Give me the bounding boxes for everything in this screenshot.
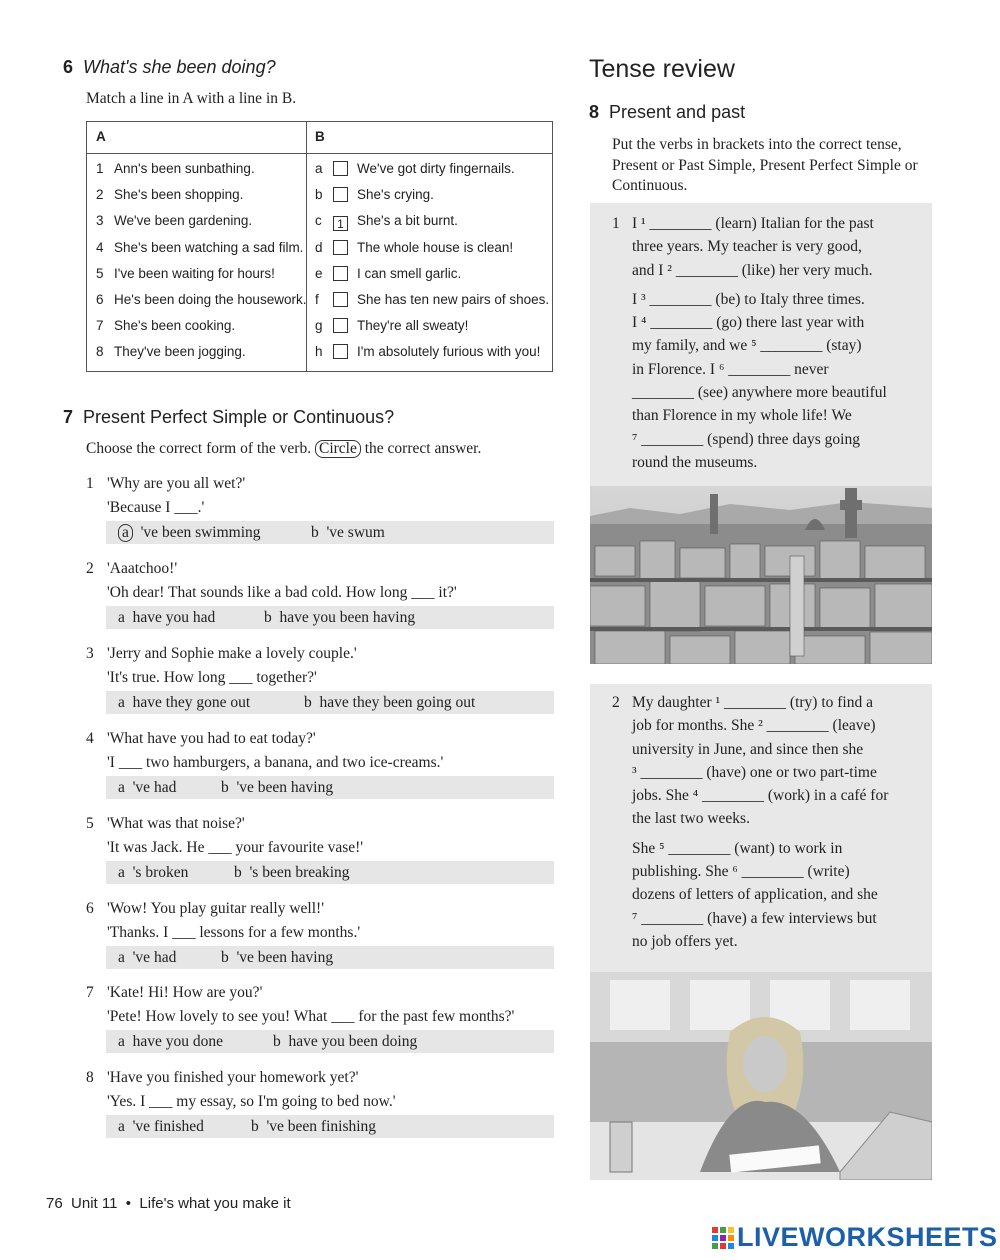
match-item-b	[315, 344, 540, 366]
option-a[interactable]	[118, 946, 176, 969]
item-letter: e	[315, 265, 323, 281]
question-line-2: 'Pete! How lovely to see you! What ___ for the past few months?'	[107, 1008, 515, 1026]
text-line: publishing. She ⁶ ________ (write)	[632, 863, 850, 881]
text1-number: 1	[612, 215, 620, 232]
page-footer	[46, 1195, 291, 1212]
item-text: They've been jogging.	[114, 344, 246, 360]
item-letter: f	[315, 292, 319, 307]
text-line: ⁷ ________ (have) a few interviews but	[632, 909, 877, 927]
option-letter-circled: a	[118, 524, 133, 542]
option-text: 've had	[132, 948, 177, 966]
option-b[interactable]	[273, 1030, 417, 1053]
item-letter: a	[315, 161, 323, 176]
col-a-header: A	[96, 129, 106, 144]
question-number: 1	[86, 475, 94, 492]
item-text: Ann's been sunbathing.	[114, 161, 255, 176]
option-text: have you been having	[279, 608, 416, 626]
ex8-heading	[589, 102, 745, 123]
text-line: I ⁴ ________ (go) there last year with	[632, 314, 865, 332]
item-letter: d	[315, 239, 323, 255]
woman-writing-illustration	[590, 972, 932, 1180]
option-letter: a	[118, 1033, 125, 1051]
match-item-b	[315, 161, 515, 183]
ex7-number: 7	[63, 407, 74, 427]
unit-title: Life's what you make it	[139, 1195, 291, 1212]
item-number: 2	[96, 187, 104, 203]
answer-options	[106, 861, 554, 884]
liveworksheets-logo	[712, 1222, 998, 1253]
question-item	[86, 1066, 396, 1114]
option-letter: b	[311, 524, 319, 541]
question-line-2: 'Oh dear! That sounds like a bad cold. How long ___ it?'	[107, 583, 457, 601]
match-item-a	[96, 161, 255, 183]
text-line: in Florence. I ⁶ ________ never	[632, 360, 829, 378]
answer-box[interactable]	[333, 187, 348, 202]
florence-photo	[590, 486, 932, 664]
option-letter: a	[118, 608, 125, 626]
option-a[interactable]	[118, 776, 176, 799]
question-line-2: 'Thanks. I ___ lessons for a few months.'	[107, 923, 361, 941]
col-b-header: B	[315, 129, 325, 144]
answer-box[interactable]	[333, 161, 348, 176]
ex8-title: Present and past	[609, 102, 746, 122]
option-b[interactable]	[304, 691, 475, 714]
text-line: ________ (see) anywhere more beautiful	[632, 384, 887, 402]
answer-box[interactable]	[333, 240, 348, 255]
option-text: 've finished	[132, 1118, 204, 1136]
question-line-1: 'Jerry and Sophie make a lovely couple.'	[107, 644, 357, 662]
match-item-b	[315, 213, 458, 235]
text-line: university in June, and since then she	[632, 740, 864, 758]
question-item	[86, 812, 363, 860]
text-line: ³ ________ (have) one or two part-time	[632, 763, 877, 781]
option-letter: a	[118, 693, 125, 711]
question-item	[86, 642, 357, 690]
item-text: She's crying.	[357, 187, 434, 203]
circle-word: Circle	[315, 440, 361, 458]
ex6-title: What's she been doing?	[83, 57, 276, 77]
question-line-2: 'I ___ two hamburgers, a banana, and two ice-creams.'	[107, 753, 444, 771]
unit-label: Unit 11	[71, 1195, 118, 1212]
answer-options	[106, 691, 554, 714]
question-line-2: 'Because I ___.'	[107, 499, 205, 516]
option-a[interactable]	[118, 521, 261, 544]
option-a[interactable]	[118, 861, 188, 884]
option-letter: b	[221, 948, 229, 966]
question-line-2: 'It's true. How long ___ together?'	[107, 668, 317, 686]
question-line-1: 'Have you finished your homework yet?'	[107, 1069, 359, 1087]
question-item	[86, 897, 360, 945]
option-letter: a	[118, 948, 125, 966]
question-item	[86, 981, 514, 1029]
answer-box[interactable]	[333, 344, 348, 359]
text2-body	[632, 691, 932, 953]
ex8-number: 8	[589, 102, 600, 122]
option-letter: b	[264, 608, 272, 626]
match-item-b	[315, 292, 549, 314]
option-letter: b	[304, 693, 312, 711]
item-letter: b	[315, 187, 323, 203]
option-letter: b	[273, 1033, 281, 1051]
tense-review-heading: Tense review	[589, 55, 735, 83]
match-item-a	[96, 266, 275, 288]
question-line-2: 'Yes. I ___ my essay, so I'm going to bed now.'	[107, 1093, 396, 1111]
ex6-heading	[63, 57, 276, 78]
match-item-a	[96, 318, 235, 340]
text-line: dozens of letters of application, and she	[632, 886, 878, 904]
item-text: We've been gardening.	[114, 213, 253, 229]
option-b[interactable]	[221, 776, 333, 799]
text-line: and I ² ________ (like) her very much.	[632, 261, 873, 279]
text-line: the last two weeks.	[632, 810, 750, 828]
text-line: my family, and we ⁵ ________ (stay)	[632, 337, 862, 355]
question-number: 8	[86, 1069, 94, 1087]
option-text: have you done	[132, 1033, 224, 1051]
option-b[interactable]	[264, 606, 415, 629]
question-line-1: 'Why are you all wet?'	[107, 475, 246, 492]
question-line-1: 'What have you had to eat today?'	[107, 729, 316, 747]
match-item-a	[96, 240, 303, 262]
match-item-b	[315, 318, 468, 340]
answer-options	[106, 606, 554, 629]
text-line: no job offers yet.	[632, 932, 738, 950]
item-text: The whole house is clean!	[357, 239, 514, 255]
option-letter: a	[118, 1118, 125, 1136]
option-text: 've been having	[236, 948, 334, 966]
text-line: She ⁵ ________ (want) to work in	[632, 839, 843, 857]
option-text: 's broken	[132, 863, 189, 881]
item-number: 1	[96, 161, 104, 176]
item-text: They're all sweaty!	[357, 318, 469, 334]
option-letter: b	[221, 778, 229, 796]
ex6-number: 6	[63, 57, 74, 77]
option-b[interactable]	[311, 521, 385, 544]
item-number: 8	[96, 344, 104, 360]
ex7-instruction	[86, 440, 481, 458]
footer-bullet: •	[125, 1195, 132, 1212]
question-item	[86, 727, 443, 775]
answer-options	[106, 1115, 554, 1138]
match-item-a	[96, 344, 246, 366]
item-letter: h	[315, 344, 323, 360]
option-text: have they gone out	[132, 693, 251, 711]
ex8-instruction: Put the verbs in brackets into the correct tense, Present or Past Simple, Present Perfect Simple or Continuous.	[612, 136, 918, 194]
option-a[interactable]	[118, 691, 250, 714]
table-divider	[306, 122, 307, 371]
match-table-header	[87, 122, 552, 154]
question-number: 5	[86, 814, 94, 832]
florence-cityscape	[590, 486, 932, 664]
question-line-2: 'It was Jack. He ___ your favourite vase!'	[107, 838, 364, 856]
option-letter: b	[251, 1118, 259, 1136]
item-text: I can smell garlic.	[357, 265, 462, 281]
option-text: 've been finishing	[266, 1118, 377, 1136]
option-b[interactable]	[221, 946, 333, 969]
question-number: 2	[86, 559, 94, 577]
question-line-1: 'Kate! Hi! How are you?'	[107, 984, 263, 1002]
question-line-1: 'Aaatchoo!'	[107, 559, 178, 577]
option-a[interactable]	[118, 1115, 204, 1138]
text-line: My daughter ¹ ________ (try) to find a	[632, 694, 873, 711]
option-a[interactable]	[118, 1030, 223, 1053]
item-number: 7	[96, 318, 104, 334]
text-line: job for months. She ² ________ (leave)	[632, 717, 876, 735]
text2-number: 2	[612, 694, 620, 711]
match-item-b	[315, 266, 461, 288]
match-table	[86, 121, 553, 372]
item-text: He's been doing the housework.	[114, 292, 307, 307]
text-line: three years. My teacher is very good,	[632, 238, 862, 256]
match-item-a	[96, 292, 306, 314]
match-item-a	[96, 187, 243, 209]
option-text: 've had	[132, 778, 177, 796]
answer-options	[106, 776, 554, 799]
question-line-1: 'What was that noise?'	[107, 814, 245, 832]
match-item-b	[315, 240, 513, 262]
question-number: 3	[86, 644, 94, 662]
ex6-instruction: Match a line in A with a line in B.	[86, 90, 297, 107]
option-text: 's been breaking	[249, 863, 350, 881]
liveworksheets-logo-text: LIVEWORKSHEETS	[737, 1222, 998, 1252]
option-letter: a	[118, 778, 125, 796]
option-text: 've swum	[326, 524, 385, 541]
item-text: She's been shopping.	[114, 187, 244, 203]
answer-options	[106, 521, 554, 544]
option-b[interactable]	[234, 861, 350, 884]
text-line: I ³ ________ (be) to Italy three times.	[632, 290, 865, 308]
item-text: She's been watching a sad film.	[114, 239, 304, 255]
text-line: round the museums.	[632, 453, 758, 471]
option-a[interactable]	[118, 606, 215, 629]
option-b[interactable]	[251, 1115, 376, 1138]
answer-options	[106, 1030, 554, 1053]
question-item	[86, 472, 245, 520]
option-text: have you had	[132, 608, 216, 626]
liveworksheets-logo-icon	[712, 1225, 734, 1247]
option-text: have they been going out	[319, 693, 476, 711]
item-text: I'm absolutely furious with you!	[357, 344, 541, 360]
item-text: She's a bit burnt.	[357, 213, 458, 229]
option-text: 've been having	[236, 778, 334, 796]
option-letter: a	[118, 863, 125, 881]
match-item-b	[315, 187, 434, 209]
question-number: 4	[86, 729, 94, 747]
item-number: 3	[96, 213, 104, 229]
question-number: 6	[86, 899, 94, 917]
item-number: 4	[96, 239, 104, 255]
ex7-title: Present Perfect Simple or Continuous?	[83, 407, 395, 427]
text-line: ⁷ ________ (spend) three days going	[632, 430, 860, 448]
text-line: jobs. She ⁴ ________ (work) in a café for	[632, 787, 889, 805]
woman-writing-photo	[590, 972, 932, 1180]
question-number: 7	[86, 984, 94, 1002]
item-number: 6	[96, 292, 104, 307]
text1-body	[632, 212, 932, 474]
answer-box[interactable]: 1	[333, 216, 348, 231]
item-letter: c	[315, 213, 322, 229]
option-text: have you been doing	[288, 1033, 418, 1051]
text-line: I ¹ ________ (learn) Italian for the past	[632, 215, 874, 232]
item-text: She has ten new pairs of shoes.	[357, 292, 550, 307]
text-line: than Florence in my whole life! We	[632, 407, 852, 425]
item-text: I've been waiting for hours!	[114, 265, 275, 281]
answer-box[interactable]	[333, 266, 348, 281]
option-text: 've been swimming	[140, 524, 261, 541]
ex7-instruction-post: the correct answer.	[364, 440, 482, 457]
item-text: We've got dirty fingernails.	[357, 161, 515, 176]
ex7-instruction-pre: Choose the correct form of the verb.	[86, 440, 312, 457]
item-number: 5	[96, 265, 104, 281]
question-item	[86, 557, 457, 605]
page-number: 76	[46, 1195, 63, 1212]
item-text: She's been cooking.	[114, 318, 236, 334]
item-letter: g	[315, 318, 323, 334]
answer-options	[106, 946, 554, 969]
answer-box[interactable]	[333, 318, 348, 333]
ex7-heading	[63, 407, 394, 428]
answer-box[interactable]	[333, 292, 348, 307]
option-letter: b	[234, 863, 242, 881]
question-line-1: 'Wow! You play guitar really well!'	[107, 899, 324, 917]
match-item-a	[96, 213, 252, 235]
